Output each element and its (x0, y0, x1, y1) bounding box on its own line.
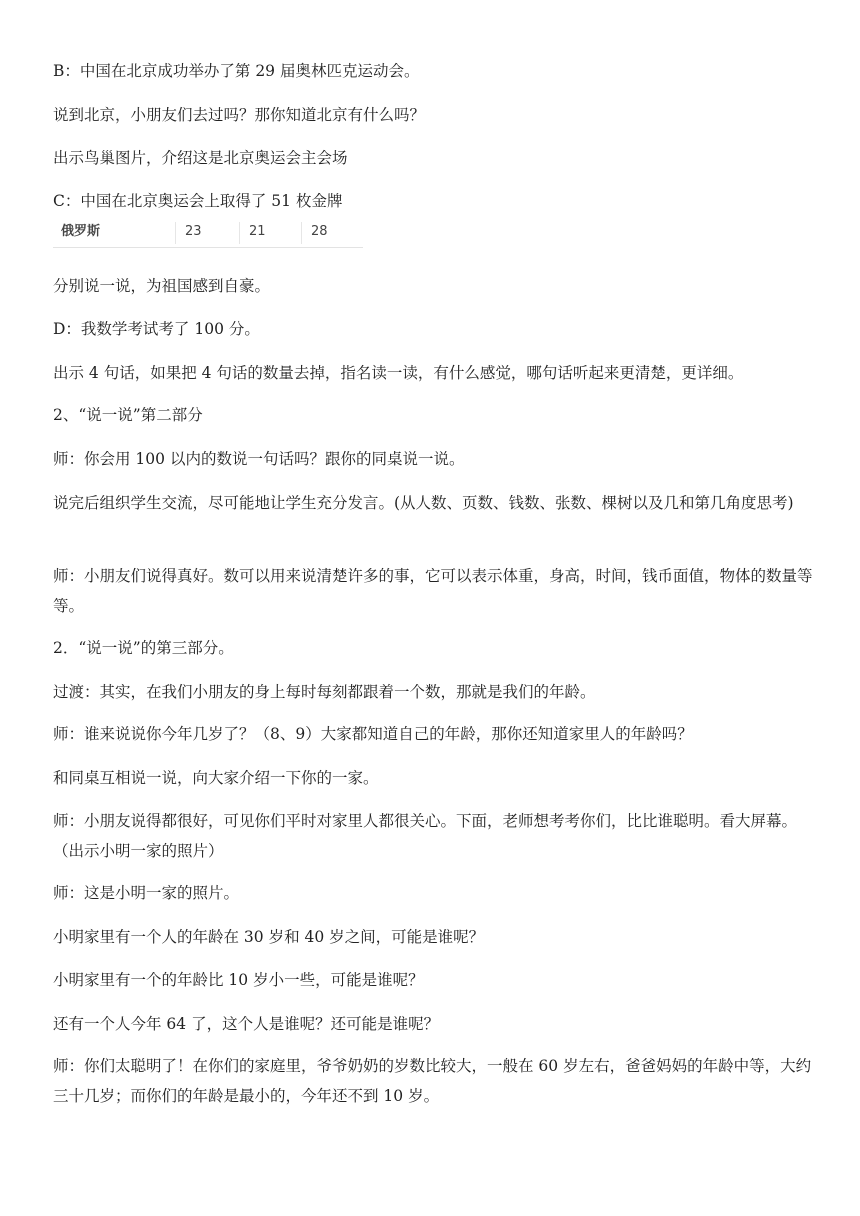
column-divider (301, 222, 302, 244)
paragraph-proud: 分别说一说，为祖国感到自豪。 (53, 277, 271, 295)
paragraph-d: D：我数学考试考了 100 分。 (53, 320, 260, 338)
paragraph-exchange: 说完后组织学生交流，尽可能地让学生充分发言。(从人数、页数、钱数、张数、棵树以及几和第几角度思考) (53, 494, 794, 512)
paragraph-introduce-family: 和同桌互相说一说，向大家介绍一下你的一家。 (53, 769, 379, 787)
paragraph-teacher-100: 师：你会用 100 以内的数说一句话吗？跟你的同桌说一说。 (53, 450, 465, 468)
medal-table-row (53, 219, 363, 248)
paragraph-numbers: 师：小朋友们说得真好。数可以用来说清楚许多的事，它可以表示体重，身高，时间，钱币面值，物体的数量等等。 (53, 567, 813, 615)
paragraph-64: 还有一个人今年 64 了，这个人是谁呢？还可能是谁呢？ (53, 1015, 440, 1033)
paragraph-birds-nest: 出示鸟巢图片，介绍这是北京奥运会主会场 (53, 149, 348, 167)
paragraph-c: C：中国在北京奥运会上取得了 51 枚金牌 (53, 192, 343, 210)
paragraph-b: B：中国在北京成功举办了第 29 届奥林匹克运动会。 (53, 62, 420, 80)
paragraph-beijing-question: 说到北京，小朋友们去过吗？那你知道北京有什么吗？ (53, 106, 426, 124)
paragraph-summary: 师：你们太聪明了！在你们的家庭里，爷爷奶奶的岁数比较大，一般在 60 岁左右，爸爸妈妈的年龄中等，大约三十几岁；而你们的年龄是最小的，今年还不到 10 岁。 (53, 1057, 812, 1105)
medal-bronze: 28 (311, 224, 328, 239)
paragraph-transition: 过渡：其实，在我们小朋友的身上每时每刻都跟着一个数，那就是我们的年龄。 (53, 683, 596, 701)
medal-country: 俄罗斯 (61, 224, 101, 239)
column-divider (175, 222, 176, 244)
paragraph-four-sentences: 出示 4 句话，如果把 4 句话的数量去掉，指名读一读，有什么感觉，哪句话听起来更清楚，更详细。 (53, 364, 744, 382)
section-heading-2: 2、“说一说”第二部分 (53, 406, 203, 424)
paragraph-under-10: 小明家里有一个的年龄比 10 岁小一些，可能是谁呢？ (53, 971, 424, 989)
medal-gold: 23 (185, 224, 202, 239)
column-divider (239, 222, 240, 244)
section-heading-3: 2．“说一说”的第三部分。 (53, 639, 234, 657)
paragraph-photo: 师：这是小明一家的照片。 (53, 884, 240, 902)
medal-silver: 21 (249, 224, 266, 239)
paragraph-big-screen: 师：小朋友说得都很好，可见你们平时对家里人都很关心。下面，老师想考考你们，比比谁聪明。看大屏幕。（出示小明一家的照片） (53, 812, 798, 860)
paragraph-30-40: 小明家里有一个人的年龄在 30 岁和 40 岁之间，可能是谁呢？ (53, 928, 485, 946)
paragraph-age-question: 师：谁来说说你今年几岁了？（8、9）大家都知道自己的年龄，那你还知道家里人的年龄吗？ (53, 725, 693, 743)
